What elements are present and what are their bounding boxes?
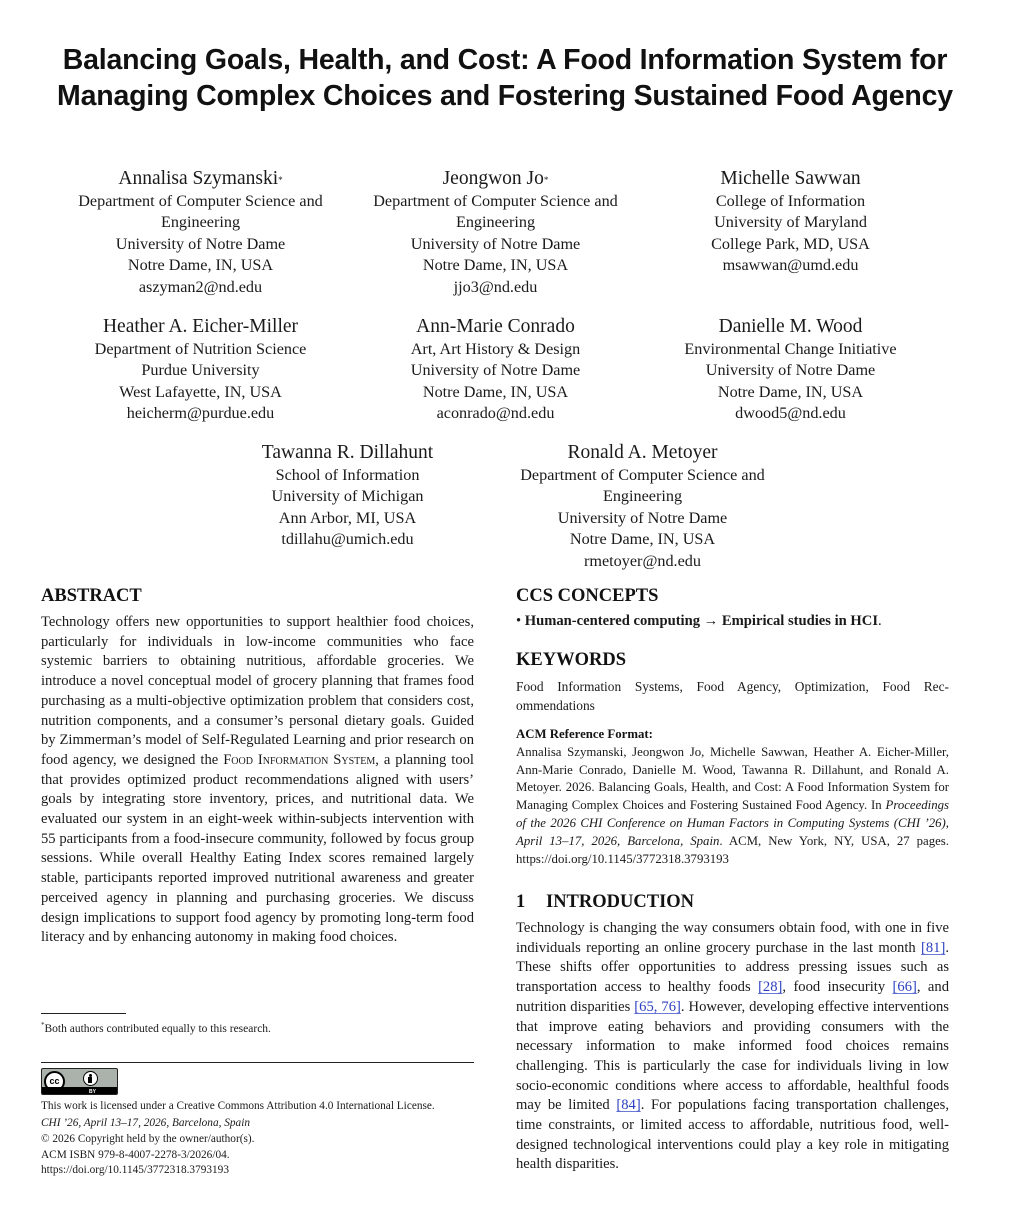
author-name: Danielle M. Wood xyxy=(718,316,863,337)
copyright-text: © 2026 Copyright held by the owner/author(s). xyxy=(41,1133,255,1145)
abstract-text-part: , a planning tool that provides optimized product recommendations aligned with users’ goals by integrating store inventory, prices, and nutritional data. We evaluated our system in an eight-week within-subjects intervention with 55 participants from a food-insecure community, followed by focus group sessions. While overall Healthy Eating Index scores remained largely stable, participants reported improved nutritional awareness and greater perceived agency in planning and purchasing groceries. We discuss design implications to support food agency by promoting long-term food literacy and by enhancing autonomy in making food choices. xyxy=(41,751,474,946)
author-location: Notre Dame, IN, USA xyxy=(569,530,716,549)
author-affiliation: Department of Computer Science and xyxy=(520,466,765,484)
ccs-section xyxy=(516,585,949,632)
intro-text-part: Technology is changing the way consumers obtain food, with one in five individuals reporting an online grocery purchase in the last month xyxy=(516,920,949,956)
keywords-section xyxy=(516,649,949,715)
author-name: Ann-Marie Conrado xyxy=(416,316,575,337)
bullet: • xyxy=(516,613,522,629)
footnote-divider xyxy=(41,1013,126,1014)
abstract-heading: ABSTRACT xyxy=(41,586,142,606)
keywords-text: Food Information Systems, Food Agency, Optimization, Food Recommendations xyxy=(516,679,949,713)
author-email[interactable]: jjo3@nd.edu xyxy=(453,277,538,296)
author-name: Annalisa Szymanski xyxy=(118,168,279,189)
badge-strip xyxy=(42,1087,117,1094)
intro-text-part: . These shifts offer opportunities to address pressing issues such as transportation access to healthy foods xyxy=(516,939,949,996)
acm-reference-section xyxy=(516,726,949,868)
author-affiliation: Engineering xyxy=(160,213,241,232)
author-name: Ronald A. Metoyer xyxy=(567,442,718,463)
author-affiliation: Engineering xyxy=(602,487,683,506)
citation-link[interactable]: [28] xyxy=(758,979,783,996)
intro-text-part: . However, developing effective interventions that improve eating behaviors and providing consumers with the necessary information to make informed food choices remains challenging. This is particularly the case for individuals living in low socio-economic conditions where access to affordable, healthful foods may be limited xyxy=(516,998,949,1114)
equal-contribution-mark: * xyxy=(278,175,283,185)
introduction-section xyxy=(516,891,949,1175)
author-email[interactable]: heicherm@purdue.edu xyxy=(126,404,275,423)
author-location: Ann Arbor, MI, USA xyxy=(278,508,417,527)
isbn-text: ACM ISBN 979-8-4007-2278-3/2026/04. xyxy=(41,1148,230,1161)
author-block xyxy=(205,440,490,551)
author-location: Notre Dame, IN, USA xyxy=(717,382,864,401)
author-affiliation: Engineering xyxy=(455,213,536,232)
author-email[interactable]: dwood5@nd.edu xyxy=(735,404,846,423)
by-label: BY xyxy=(89,1089,96,1095)
author-block xyxy=(353,314,638,425)
venue-text: CHI ’26, April 13–17, 2026, Barcelona, Spain xyxy=(41,1117,250,1129)
author-location: West Lafayette, IN, USA xyxy=(119,382,282,401)
author-institution: Purdue University xyxy=(141,361,260,380)
intro-text-part: , and nutrition disparities xyxy=(516,979,949,1015)
footnote xyxy=(41,1017,474,1038)
abstract-section xyxy=(41,585,474,948)
cc-by-badge[interactable] xyxy=(41,1068,118,1095)
author-affiliation: School of Information xyxy=(275,466,420,484)
author-affiliation: Department of Computer Science and xyxy=(373,192,618,210)
citation-link[interactable]: [84] xyxy=(616,1097,641,1114)
author-location: College Park, MD, USA xyxy=(711,234,870,253)
introduction-heading xyxy=(516,891,949,913)
ccs-concepts xyxy=(516,612,949,632)
author-name: Tawanna R. Dillahunt xyxy=(261,442,434,463)
citation-link[interactable]: [81] xyxy=(921,939,946,956)
ccs-concept: Human-centered computing → Empirical studies in HCI xyxy=(524,613,879,629)
attribution-person-icon xyxy=(83,1071,98,1086)
footnote-mark: * xyxy=(41,1021,45,1029)
proceedings-name: Proceedings of the 2026 CHI Conference on Human Factors in Computing Systems (CHI ’26), April 13–17, 2026, Barcelona, Spain xyxy=(516,798,949,848)
author-affiliation: College of Information xyxy=(715,192,866,210)
intro-text-part: , food insecurity xyxy=(782,979,893,996)
citation-link[interactable]: [66] xyxy=(892,979,917,996)
author-email[interactable]: tdillahu@umich.edu xyxy=(281,530,414,549)
author-name: Jeongwon Jo xyxy=(442,168,544,189)
license-block xyxy=(41,1098,474,1179)
license-text: This work is licensed under a Creative Commons Attribution 4.0 International License. xyxy=(41,1100,435,1112)
ccs-heading: CCS CONCEPTS xyxy=(516,586,659,606)
author-institution: University of Maryland xyxy=(714,213,867,232)
author-name: Heather A. Eicher-Miller xyxy=(102,316,299,337)
reference-publisher-doi: . ACM, New York, NY, USA, 27 pages. https://doi.org/10.1145/3772318.3793193 xyxy=(516,833,949,866)
paper-title: Balancing Goals, Health, and Cost: A Food Information System for Managing Complex Choices and Fostering Sustained Food Agency xyxy=(57,44,953,112)
author-institution: University of Notre Dame xyxy=(557,508,728,527)
author-block xyxy=(353,166,638,298)
cc-icon: cc xyxy=(44,1071,65,1092)
reference-authors-title: Annalisa Szymanski, Jeongwon Jo, Michelle Sawwan, Heather A. Eicher-Miller, Ann-Marie Conrado, Danielle M. Wood, Tawanna R. Dillahunt, and Ronald A. Metoyer. 2026. Balancing Goals, Health, and Cost: A Food Information System for Managing Complex Choices and Fostering Sustained Food Agency. In xyxy=(516,744,949,813)
doi-link[interactable]: https://doi.org/10.1145/3772318.3793193 xyxy=(41,1164,229,1176)
author-institution: University of Notre Dame xyxy=(705,361,876,380)
author-affiliation: Department of Nutrition Science xyxy=(94,340,307,358)
author-institution: University of Notre Dame xyxy=(410,361,581,380)
author-affiliation: Department of Computer Science and xyxy=(78,192,323,210)
citation-link[interactable]: [65, 76] xyxy=(634,998,681,1015)
author-location: Notre Dame, IN, USA xyxy=(422,256,569,275)
author-email[interactable]: rmetoyer@nd.edu xyxy=(584,551,701,570)
author-affiliation: Environmental Change Initiative xyxy=(684,340,897,358)
intro-text-part: . For populations facing transportation challenges, time constraints, or limited access to affordable, nutritious food, well-designed technological interventions could play a key role in mitigating health disparities. xyxy=(516,1097,949,1173)
author-location: Notre Dame, IN, USA xyxy=(127,256,274,275)
keywords-heading: KEYWORDS xyxy=(516,650,626,670)
author-institution: University of Michigan xyxy=(271,487,424,506)
author-block xyxy=(58,314,343,425)
author-email[interactable]: msawwan@umd.edu xyxy=(722,256,859,275)
author-location: Notre Dame, IN, USA xyxy=(422,382,569,401)
system-name: Food Information System xyxy=(223,751,376,768)
license-divider xyxy=(41,1062,474,1063)
author-block xyxy=(648,166,933,277)
author-email[interactable]: aconrado@nd.edu xyxy=(436,404,555,423)
author-name: Michelle Sawwan xyxy=(720,168,861,189)
author-block xyxy=(500,440,785,572)
ccs-trailing: . xyxy=(878,613,882,629)
acm-reference-heading: ACM Reference Format: xyxy=(516,727,653,741)
abstract-text-part: Technology offers new opportunities to support healthier food choices, particularly for individuals in low-income communities who face systemic barriers to obtaining nutritious, affordable groceries. We introduce a novel conceptual model of grocery planning that frames food purchasing as a multi-objective optimization problem that considers cost, nutrition components, and a consumer’s personal dietary goals. Guided by Zimmerman’s model of Self-Regulated Learning and prior research on food agency, we designed the xyxy=(41,614,474,768)
equal-contribution-mark: * xyxy=(543,175,549,185)
section-number: 1 xyxy=(516,892,526,912)
abstract-text xyxy=(41,613,474,948)
acm-reference-text xyxy=(516,744,949,869)
footnote-text: Both authors contributed equally to this research. xyxy=(44,1022,271,1035)
author-institution: University of Notre Dame xyxy=(410,234,581,253)
author-institution: University of Notre Dame xyxy=(115,234,286,253)
introduction-text xyxy=(516,919,949,1175)
section-title: INTRODUCTION xyxy=(546,892,695,912)
author-block xyxy=(58,166,343,298)
author-email[interactable]: aszyman2@nd.edu xyxy=(138,277,263,296)
author-affiliation: Art, Art History & Design xyxy=(410,340,581,358)
author-block xyxy=(648,314,933,425)
